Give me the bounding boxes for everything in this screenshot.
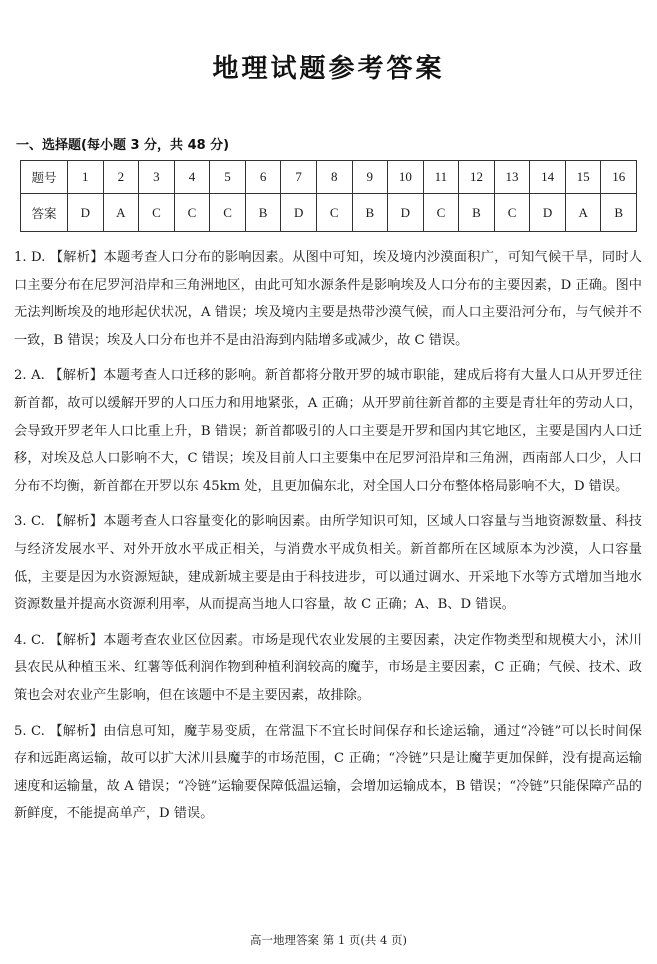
answer-cell: D [388,194,424,232]
explanation-q4: 4. C. 【解析】本题考查农业区位因素。市场是现代农业发展的主要因素，决定作物类型和规模大小，沭川县农民从种植玉米、红薯等低利润作物到种植利润较高的魔芋，市场是主要因素，C 正确；气候、技术、政策也会对农业产生影响，但在该题中不是主要因素，故排除。 [14,632,642,703]
answer-cell: C [494,194,530,232]
question-number-header: 题号 [21,161,68,194]
answer-header: 答案 [21,194,68,232]
answer-cell: B [245,194,281,232]
page-footer: 高一地理答案 第 1 页(共 4 页) [250,933,407,947]
answer-cell: C [139,194,175,232]
answer-cell: C [174,194,210,232]
section-heading: 一、选择题(每小题 3 分，共 48 分) [16,138,230,153]
question-number-cell: 8 [316,161,352,194]
answer-cell: D [530,194,566,232]
page-title: 地理试题参考答案 [212,54,445,84]
answer-cell: B [352,194,388,232]
answer-cell: C [316,194,352,232]
explanation-q2: 2. A. 【解析】本题考查人口迁移的影响。新首都将分散开罗的城市职能，建成后将有大量人口从开罗迁往新首都，故可以缓解开罗的人口压力和用地紧张，A 正确；从开罗前往新首都的主要是青壮年的劳动人口，会导致开罗老年人口比重上升，B 错误；新首都吸引的人口主要是开罗和国内其它地区，主要是国内人口迁移，对埃及总人口影响不大，C 错误；埃及目前人口主要集中在尼罗河沿岸和三角洲，西南部人口少，人口分布不均衡，新首都在开罗以东 45km 处，且更加偏东北，对全国人口分布整体格局影响不大，D 错误。 [14,368,642,494]
question-number-cell: 5 [210,161,246,194]
answer-row [21,194,637,232]
answer-cell: B [459,194,495,232]
answer-table [20,160,637,232]
question-number-cell: 9 [352,161,388,194]
question-number-cell: 2 [103,161,139,194]
question-number-cell: 4 [174,161,210,194]
answer-cell: A [103,194,139,232]
answer-cell: D [68,194,104,232]
question-number-row [21,161,637,194]
answer-cell: B [601,194,637,232]
explanation-q5: 5. C. 【解析】由信息可知，魔芋易变质，在常温下不宜长时间保存和长途运输，通过“冷链”可以长时间保存和远距离运输，故可以扩大沭川县魔芋的市场范围，C 正确；“冷链”只是让魔芋更加保鲜，没有提高运输速度和运输量，故 A 错误；“冷链”运输要保障低温运输，会增加运输成本，B 错误；“冷链”只能保障产品的新鲜度，不能提高单产，D 错误。 [14,723,642,822]
question-number-cell: 6 [245,161,281,194]
question-number-cell: 15 [565,161,601,194]
question-number-cell: 13 [494,161,530,194]
explanations-list [14,244,642,836]
explanation-q3: 3. C. 【解析】本题考查人口容量变化的影响因素。由所学知识可知，区域人口容量与当地资源数量、科技与经济发展水平、对外开放水平成正相关，与消费水平成负相关。新首都所在区域原本为沙漠，人口容量低，主要是因为水资源短缺，建成新城主要是由于科技进步，可以通过调水、开采地下水等方式增加当地水资源数量并提高水资源利用率，从而提高当地人口容量，故 C 正确；A、B、D 错误。 [14,514,642,613]
answer-cell: C [210,194,246,232]
question-number-cell: 12 [459,161,495,194]
answer-cell: C [423,194,459,232]
question-number-cell: 1 [68,161,104,194]
question-number-cell: 14 [530,161,566,194]
answer-cell: A [565,194,601,232]
explanation-q1: 1. D. 【解析】本题考查人口分布的影响因素。从图中可知，埃及境内沙漠面积广，可知气候干旱，同时人口主要分布在尼罗河沿岸和三角洲地区，由此可知水源条件是影响埃及人口分布的主要因素，D 正确。图中无法判断埃及的地形起伏状况，A 错误；埃及境内主要是热带沙漠气候，而人口主要沿河分布，与气候并不一致，B 错误；埃及人口分布也并不是由沿海到内陆增多或减少，故 C 错误。 [14,250,642,348]
question-number-cell: 10 [388,161,424,194]
answer-cell: D [281,194,317,232]
question-number-cell: 11 [423,161,459,194]
question-number-cell: 16 [601,161,637,194]
question-number-cell: 7 [281,161,317,194]
question-number-cell: 3 [139,161,175,194]
